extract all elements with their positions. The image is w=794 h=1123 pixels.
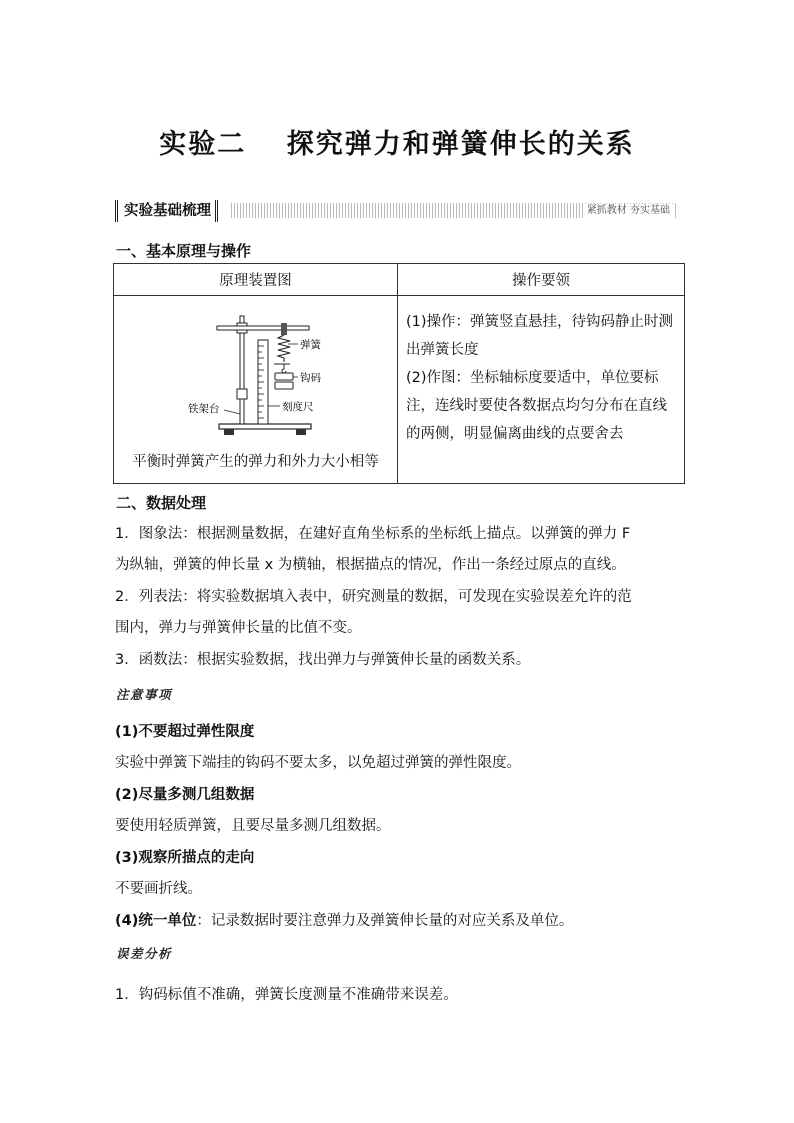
error-item: 1．钩码标值不准确，弹簧长度测量不准确带来误差。 (115, 987, 458, 1003)
apparatus-figure (114, 296, 397, 446)
data-line: 3．函数法：根据实验数据，找出弹力与弹簧伸长量的函数关系。 (115, 652, 531, 668)
label-weight: 钩码 (300, 372, 321, 384)
operation-item: (1)操作：弹簧竖直悬挂，待钩码静止时测出弹簧长度 (406, 314, 674, 358)
note-title: (1)不要超过弹性限度 (115, 724, 255, 740)
heading-data: 二、数据处理 (116, 494, 207, 512)
note-text: 要使用轻质弹簧，且要尽量多测几组数据。 (115, 818, 391, 834)
note-title: (2)尽量多测几组数据 (115, 787, 255, 803)
notes-label: 注意事项 (116, 687, 173, 702)
stand-arm (217, 326, 309, 330)
label-ruler: 刻度尺 (282, 401, 314, 413)
note-4 (115, 909, 573, 930)
heading-principle: 一、基本原理与操作 (116, 242, 252, 260)
label-spring: 弹簧 (300, 339, 321, 351)
data-line: 围内，弹力与弹簧伸长量的比值不变。 (115, 620, 362, 636)
note-title: (4)统一单位 (115, 913, 197, 929)
data-line: 1．图象法：根据测量数据，在建好直角坐标系的坐标纸上描点。以弹簧的弹力 F (115, 526, 631, 542)
figure-caption: 平衡时弹簧产生的弹力和外力大小相等 (132, 454, 379, 470)
weight-2 (275, 382, 293, 389)
section-header (115, 200, 677, 222)
page-title: 实验二 探究弹力和弹簧伸长的关系 (159, 129, 635, 160)
operation-item: (2)作图：坐标轴标度要适中，单位要标注，连线时要使各数据点均匀分布在直线的两侧，明显偏离曲线的点要舍去 (406, 370, 667, 442)
data-line: 2．列表法：将实验数据填入表中，研究测量的数据，可发现在实验误差允许的范 (115, 589, 632, 605)
figure-cell (114, 296, 398, 484)
col-header-operations: 操作要领 (398, 264, 685, 296)
col-header-figure: 原理装置图 (114, 264, 398, 296)
data-line: 为纵轴，弹簧的伸长量 x 为横轴，根据描点的情况，作出一条经过原点的直线。 (115, 557, 626, 573)
operations-cell (398, 296, 685, 484)
weight-1 (275, 373, 293, 380)
note-text: 不要画折线。 (115, 881, 202, 897)
spring-drawing (278, 335, 290, 362)
note-title: (3)观察所描点的走向 (115, 850, 255, 866)
errors-label: 误差分析 (116, 946, 173, 961)
label-stand: 铁架台 (188, 403, 220, 415)
stand-base (219, 424, 311, 435)
note-text: 实验中弹簧下端挂的钩码不要太多，以免超过弹簧的弹性限度。 (115, 755, 521, 771)
section-label: 实验基础梳理 (115, 200, 218, 222)
section-tag: 紧抓教材 夯实基础 (584, 204, 673, 218)
note-text: ：记录数据时要注意弹力及弹簧伸长量的对应关系及单位。 (196, 913, 574, 929)
principle-table (113, 263, 685, 484)
